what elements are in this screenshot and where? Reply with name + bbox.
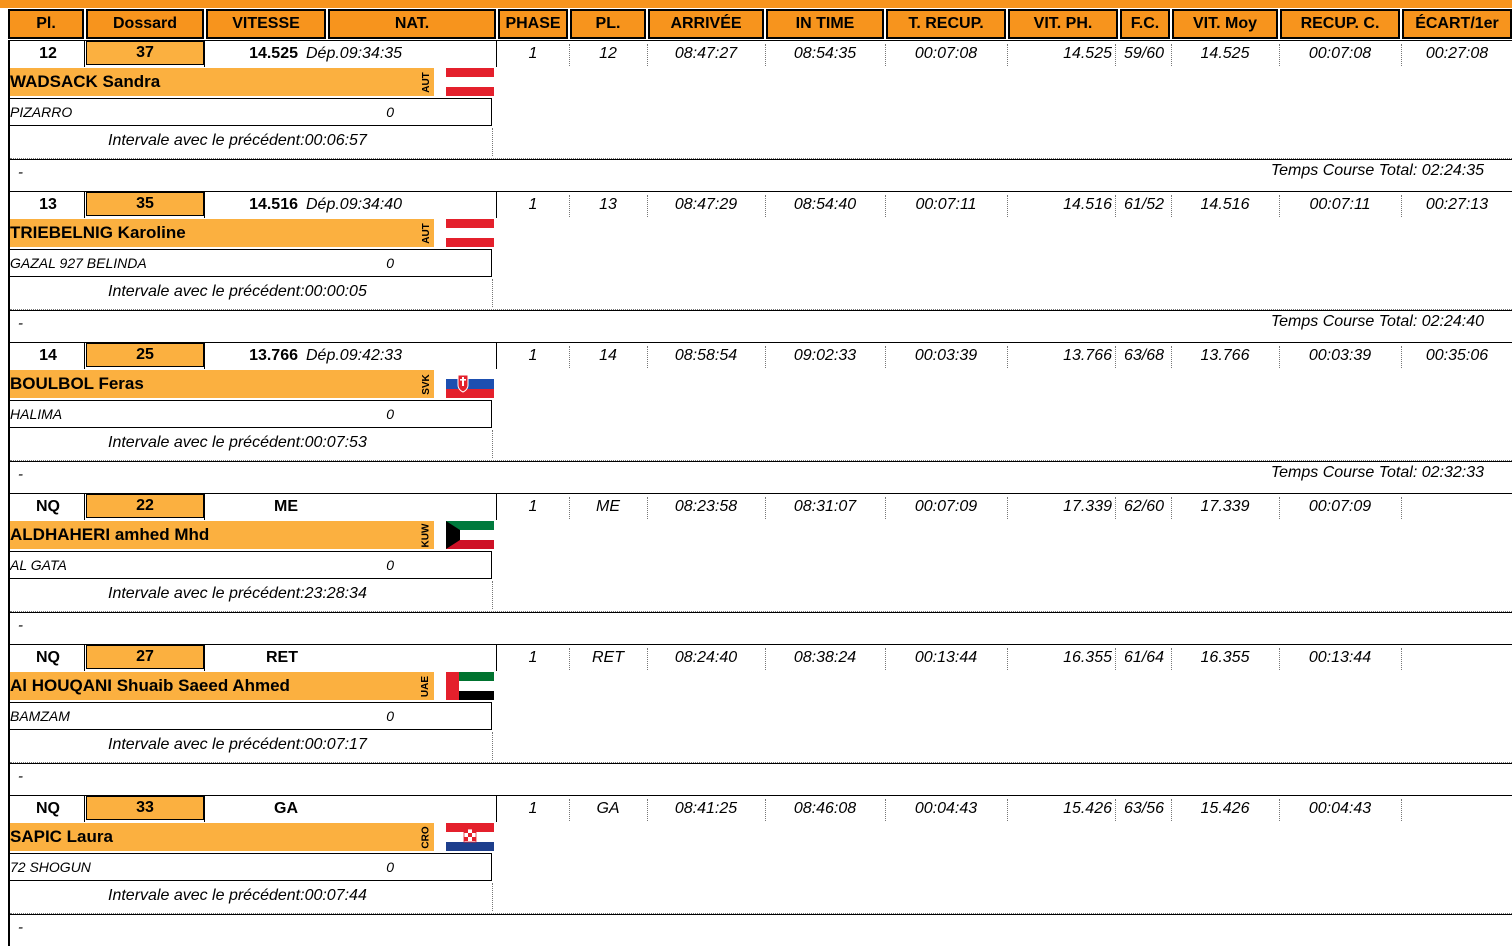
place-cell: NQ: [36, 800, 60, 817]
place-cell: 12: [39, 45, 57, 62]
top-bar: [0, 0, 1512, 8]
vitesse-cell: 13.766: [249, 347, 298, 364]
dossard-cell: 37: [86, 41, 204, 65]
dash-text: -: [18, 919, 23, 936]
dash-text: -: [18, 164, 23, 181]
nationality-code: UAE: [418, 672, 434, 700]
in-time-cell: 08:54:35: [793, 45, 857, 62]
departure-cell: Dép.09:34:35: [306, 45, 403, 62]
rider-name: ALDHAHERI amhed Mhd: [10, 521, 418, 549]
phase-speed-cell: 16.355: [1063, 649, 1112, 666]
place-cell: NQ: [36, 649, 60, 666]
total-race-time: Temps Course Total: 02:24:40: [1270, 313, 1484, 330]
nationality-code: CRO: [418, 823, 434, 851]
total-row: [8, 914, 1512, 944]
result-block: [0, 795, 1512, 946]
rider-name: WADSACK Sandra: [10, 68, 418, 96]
nationality-code: SVK: [418, 370, 434, 398]
vitesse-cell: ME: [274, 498, 298, 515]
header-ecart: ÉCART/1er: [1402, 9, 1512, 39]
rider-name: TRIEBELNIG Karoline: [10, 219, 418, 247]
interval-text: Intervale avec le précédent:00:07:44: [108, 887, 367, 904]
dash-text: -: [18, 768, 23, 785]
arrival-cell: 08:23:58: [674, 498, 738, 515]
horse-value: 0: [386, 104, 394, 120]
nationality-code: AUT: [418, 219, 434, 247]
avg-speed-cell: 16.355: [1200, 649, 1250, 666]
phase-speed-cell: 14.516: [1063, 196, 1112, 213]
header-vit-ph: VIT. PH.: [1008, 9, 1118, 39]
phase-place-cell: ME: [596, 498, 620, 515]
in-time-cell: 08:54:40: [793, 196, 857, 213]
arrival-cell: 08:41:25: [674, 800, 738, 817]
avg-speed-cell: 14.525: [1200, 45, 1250, 62]
avg-speed-cell: 14.516: [1200, 196, 1250, 213]
row-border: [8, 795, 1512, 796]
vitesse-cell: GA: [274, 800, 298, 817]
phase-speed-cell: 14.525: [1063, 45, 1112, 62]
dossard-cell: 25: [86, 343, 204, 367]
recup-c-cell: 00:13:44: [1308, 649, 1372, 666]
gap-cell: 00:35:06: [1425, 347, 1489, 364]
phase-place-cell: 13: [599, 196, 617, 213]
recup-c-cell: 00:07:11: [1309, 196, 1371, 213]
phase-speed-cell: 15.426: [1063, 800, 1112, 817]
departure-cell: Dép.09:42:33: [306, 347, 403, 364]
horse-name: BAMZAM: [10, 708, 70, 724]
result-block: [0, 644, 1512, 795]
country-flag-icon: [446, 68, 494, 96]
result-block: [0, 493, 1512, 644]
recup-c-cell: 00:03:39: [1308, 347, 1372, 364]
header-nat: NAT.: [328, 9, 496, 39]
recovery-time-cell: 00:07:09: [914, 498, 978, 515]
in-time-cell: 09:02:33: [793, 347, 857, 364]
row-border: [8, 493, 1512, 494]
avg-speed-cell: 17.339: [1200, 498, 1250, 515]
horse-value: 0: [386, 708, 394, 724]
phase-speed-cell: 17.339: [1063, 498, 1112, 515]
total-race-time: Temps Course Total: 02:32:33: [1270, 464, 1484, 481]
in-time-cell: 08:31:07: [793, 498, 857, 515]
recovery-time-cell: 00:04:43: [914, 800, 978, 817]
horse-box: [10, 400, 492, 428]
row-border: [8, 644, 1512, 645]
arrival-cell: 08:47:29: [674, 196, 738, 213]
heart-rate-cell: 61/52: [1123, 196, 1165, 213]
place-cell: NQ: [36, 498, 60, 515]
gap-cell: 00:27:08: [1425, 45, 1489, 62]
total-race-time: Temps Course Total: 02:24:35: [1270, 162, 1484, 179]
horse-name: HALIMA: [10, 406, 63, 422]
dash-text: -: [18, 617, 23, 634]
horse-box: [10, 551, 492, 579]
phase-place-cell: 12: [599, 45, 617, 62]
horse-value: 0: [386, 255, 394, 271]
arrival-cell: 08:58:54: [674, 347, 738, 364]
dossard-cell: 27: [86, 645, 204, 669]
dash-text: -: [18, 315, 23, 332]
header-recup-c: RECUP. C.: [1280, 9, 1400, 39]
row-border: [8, 191, 1512, 192]
rider-name: Al HOUQANI Shuaib Saeed Ahmed: [10, 672, 418, 700]
arrival-cell: 08:47:27: [674, 45, 738, 62]
gap-cell: [1402, 495, 1512, 519]
vitesse-cell: RET: [266, 649, 298, 666]
header-pl: PL.: [570, 9, 646, 39]
country-flag-icon: [446, 219, 494, 247]
horse-value: 0: [386, 859, 394, 875]
phase-cell: 1: [528, 649, 538, 666]
total-row: [8, 612, 1512, 642]
recovery-time-cell: 00:07:08: [914, 45, 978, 62]
in-time-cell: 08:46:08: [793, 800, 857, 817]
heart-rate-cell: 62/60: [1123, 498, 1165, 515]
dossard-cell: 33: [86, 796, 204, 820]
dossard-cell: 22: [86, 494, 204, 518]
dossard-cell: 35: [86, 192, 204, 216]
vitesse-cell: 14.525: [249, 45, 298, 62]
header-dossard: Dossard: [86, 9, 204, 39]
departure-cell: [306, 797, 456, 821]
departure-cell: [306, 495, 456, 519]
heart-rate-cell: 63/56: [1123, 800, 1165, 817]
departure-cell: Dép.09:34:40: [306, 196, 403, 213]
result-block: [0, 40, 1512, 191]
heart-rate-cell: 59/60: [1123, 45, 1165, 62]
in-time-cell: 08:38:24: [793, 649, 857, 666]
horse-box: [10, 98, 492, 126]
heart-rate-cell: 63/68: [1123, 347, 1165, 364]
result-block: [0, 342, 1512, 493]
phase-speed-cell: 13.766: [1063, 347, 1112, 364]
horse-value: 0: [386, 406, 394, 422]
country-flag-icon: [446, 823, 494, 851]
gap-cell: [1402, 797, 1512, 821]
row-border: [8, 40, 1512, 41]
horse-name: PIZARRO: [10, 104, 73, 120]
rider-name: BOULBOL Feras: [10, 370, 418, 398]
horse-name: AL GATA: [10, 557, 67, 573]
avg-speed-cell: 13.766: [1200, 347, 1250, 364]
interval-text: Intervale avec le précédent:00:06:57: [108, 132, 367, 149]
header-t-recup: T. RECUP.: [886, 9, 1006, 39]
result-block: [0, 191, 1512, 342]
phase-cell: 1: [528, 45, 538, 62]
arrival-cell: 08:24:40: [674, 649, 738, 666]
gap-cell: 00:27:13: [1425, 196, 1489, 213]
recup-c-cell: 00:07:09: [1308, 498, 1372, 515]
country-flag-icon: [446, 521, 494, 549]
avg-speed-cell: 15.426: [1200, 800, 1250, 817]
country-flag-icon: [446, 672, 494, 700]
phase-place-cell: 14: [599, 347, 617, 364]
row-border: [8, 342, 1512, 343]
phase-cell: 1: [528, 800, 538, 817]
rider-name: SAPIC Laura: [10, 823, 418, 851]
horse-name: GAZAL 927 BELINDA: [10, 255, 147, 271]
header-arrivee: ARRIVÉE: [648, 9, 764, 39]
recup-c-cell: 00:07:08: [1308, 45, 1372, 62]
horse-value: 0: [386, 557, 394, 573]
header-fc: F.C.: [1120, 9, 1170, 39]
country-flag-icon: [446, 370, 494, 398]
total-row: [8, 763, 1512, 793]
header-vitesse: VITESSE: [206, 9, 326, 39]
place-cell: 13: [39, 196, 57, 213]
header-vit-moy: VIT. Moy: [1172, 9, 1278, 39]
header-in-time: IN TIME: [766, 9, 884, 39]
vitesse-cell: 14.516: [249, 196, 298, 213]
departure-cell: [306, 646, 456, 670]
header-phase: PHASE: [498, 9, 568, 39]
header-place: Pl.: [8, 9, 84, 39]
interval-text: Intervale avec le précédent:00:07:53: [108, 434, 367, 451]
recup-c-cell: 00:04:43: [1308, 800, 1372, 817]
recovery-time-cell: 00:07:11: [915, 196, 977, 213]
interval-text: Intervale avec le précédent:00:07:17: [108, 736, 367, 753]
gap-cell: [1402, 646, 1512, 670]
nationality-code: AUT: [418, 68, 434, 96]
phase-place-cell: GA: [596, 800, 620, 817]
nationality-code: KUW: [418, 521, 434, 549]
horse-name: 72 SHOGUN: [10, 859, 91, 875]
interval-text: Intervale avec le précédent:00:00:05: [108, 283, 367, 300]
phase-place-cell: RET: [592, 649, 624, 666]
phase-cell: 1: [528, 196, 538, 213]
dash-text: -: [18, 466, 23, 483]
horse-box: [10, 702, 492, 730]
heart-rate-cell: 61/64: [1123, 649, 1165, 666]
interval-text: Intervale avec le précédent:23:28:34: [108, 585, 367, 602]
phase-cell: 1: [528, 498, 538, 515]
recovery-time-cell: 00:13:44: [914, 649, 978, 666]
recovery-time-cell: 00:03:39: [914, 347, 978, 364]
place-cell: 14: [39, 347, 57, 364]
phase-cell: 1: [528, 347, 538, 364]
